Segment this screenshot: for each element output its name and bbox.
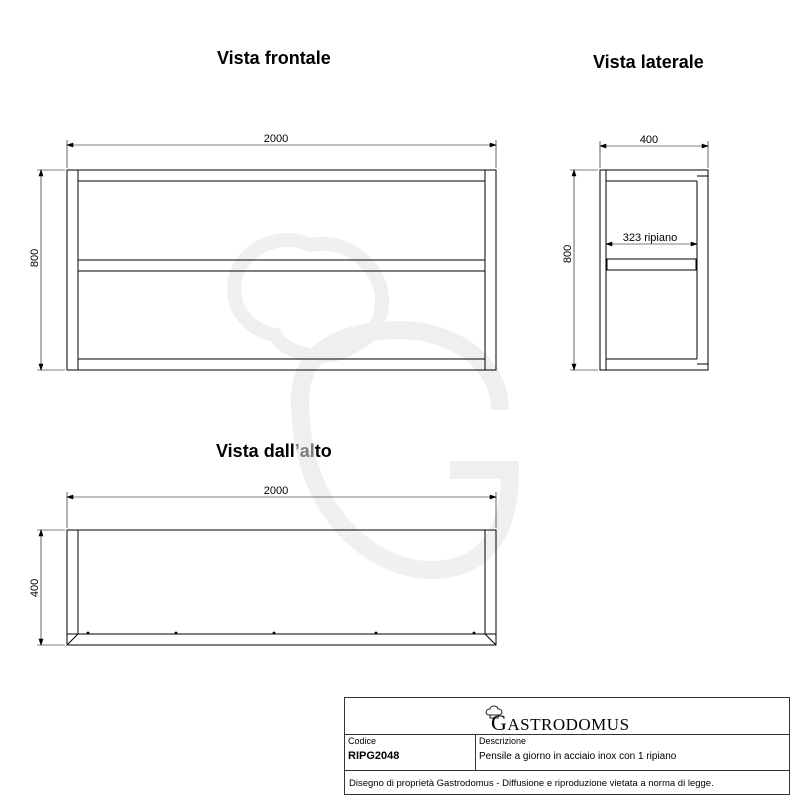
front-view-title: Vista frontale xyxy=(217,48,331,68)
mounting-hole xyxy=(375,632,378,635)
description-label: Descrizione xyxy=(479,736,527,746)
top-view xyxy=(67,530,496,645)
top-outer-frame xyxy=(67,530,496,645)
title-block xyxy=(344,697,790,795)
mounting-hole xyxy=(87,632,90,635)
title-block-brand xyxy=(345,698,789,735)
mounting-hole xyxy=(175,632,178,635)
mounting-hole xyxy=(273,632,276,635)
front-height-dimension xyxy=(37,170,65,370)
side-depth-label: 400 xyxy=(639,134,659,146)
side-shelf xyxy=(607,259,696,270)
side-view-title: Vista laterale xyxy=(593,52,704,72)
title-block-info-row xyxy=(345,734,789,771)
code-label: Codice xyxy=(348,736,377,746)
description-value: Pensile a giorno in acciaio inox con 1 ripiano xyxy=(479,751,677,762)
description-cell xyxy=(476,734,789,770)
front-shelf xyxy=(78,260,485,271)
ownership-notice: Disegno di proprietà Gastrodomus - Diffusione e riproduzione vietata a norma di legge. xyxy=(349,778,714,789)
top-depth-dimension xyxy=(37,530,65,645)
brand-name: GASTRODOMUS xyxy=(491,710,630,735)
mounting-hole xyxy=(473,632,476,635)
shelf-depth-label: 323 ripiano xyxy=(622,232,678,244)
side-view xyxy=(600,170,708,370)
side-height-label: 800 xyxy=(562,244,574,264)
top-width-label: 2000 xyxy=(263,485,289,497)
front-width-label: 2000 xyxy=(263,133,289,145)
side-height-dimension xyxy=(570,170,598,370)
top-view-title: Vista dall’alto xyxy=(216,441,332,461)
watermark-logo xyxy=(234,240,510,570)
code-value: RIPG2048 xyxy=(348,750,400,762)
top-depth-label: 400 xyxy=(29,578,41,598)
code-cell xyxy=(345,734,476,770)
front-height-label: 800 xyxy=(29,248,41,268)
top-width-dimension xyxy=(67,492,496,528)
